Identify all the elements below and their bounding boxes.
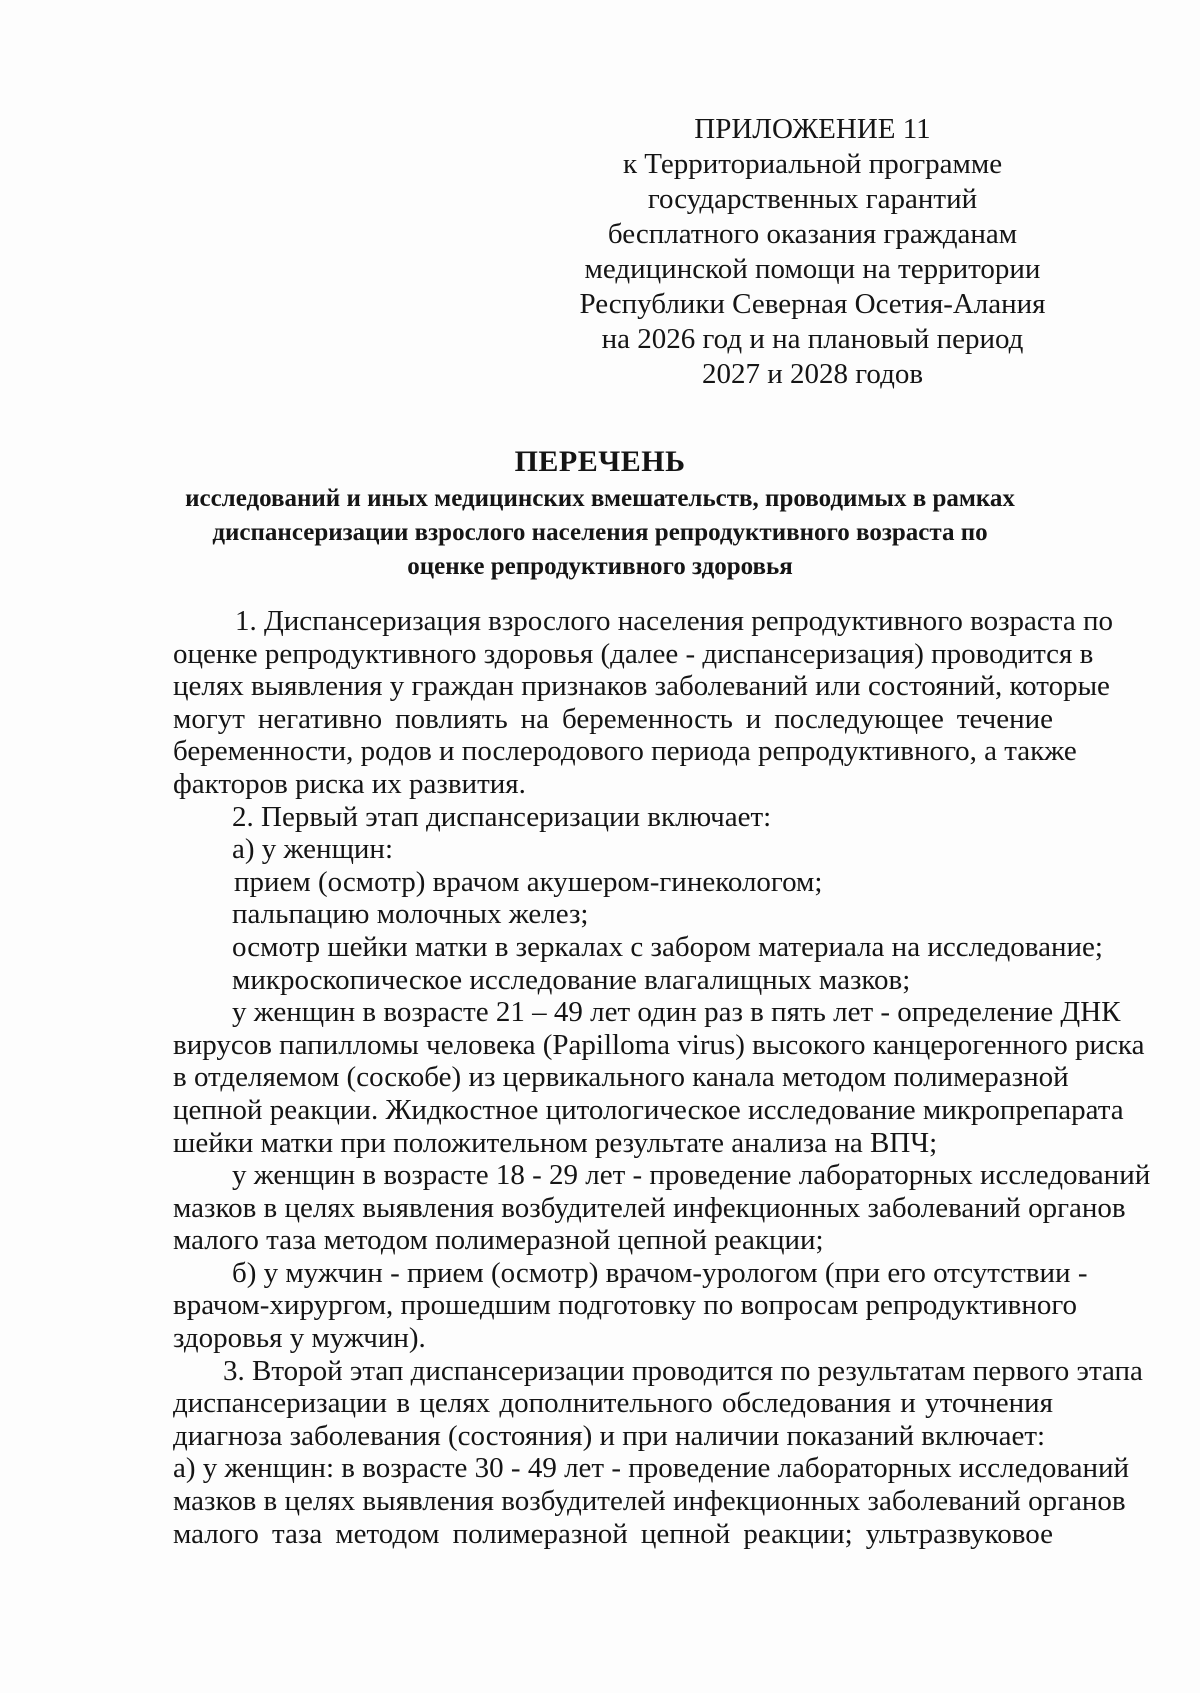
appendix-title: ПРИЛОЖЕНИЕ 11	[694, 113, 931, 145]
body-line: б) у мужчин - прием (осмотр) врачом-урологом (при его отсутствии -	[232, 1256, 1088, 1289]
body-line: цепной реакции. Жидкостное цитологическое исследование микропрепарата	[173, 1093, 1124, 1126]
body-line: вирусов папилломы человека (Papilloma virus) высокого канцерогенного риска	[173, 1028, 1145, 1061]
body-line: мазков в целях выявления возбудителей инфекционных заболеваний органов	[173, 1191, 1126, 1224]
body-line: оценке репродуктивного здоровья (далее - диспансеризация) проводится в	[173, 637, 1094, 670]
body-line: целях выявления у граждан признаков заболеваний или состояний, которые	[173, 670, 1110, 703]
appendix-line: медицинской помощи на территории	[584, 253, 1041, 285]
document-subtitle	[150, 482, 1050, 584]
body-line: у женщин в возрасте 21 – 49 лет один раз в пять лет - определение ДНК	[232, 996, 1121, 1029]
document-title-block	[150, 442, 1050, 584]
body-line: диагноза заболевания (состояния) и при наличии показаний включает:	[173, 1419, 1046, 1452]
appendix-line: к Территориальной программе	[622, 148, 1003, 180]
body-line: 1. Диспансеризация взрослого населения репродуктивного возраста по	[235, 605, 1113, 637]
body-line: у женщин в возрасте 18 - 29 лет - проведение лабораторных исследований	[232, 1159, 1151, 1192]
body-line: 3. Второй этап диспансеризации проводится по результатам первого этапа	[223, 1354, 1143, 1387]
body-line: факторов риска их развития.	[173, 767, 526, 800]
body-line: прием (осмотр) врачом акушером-гинекологом;	[234, 865, 823, 898]
body-line: микроскопическое исследование влагалищных мазков;	[232, 963, 911, 996]
body-line: а) у женщин:	[232, 833, 394, 866]
appendix-line: на 2026 год и на плановый период	[601, 323, 1024, 355]
subtitle-line: диспансеризации взрослого населения репродуктивного возраста по	[212, 519, 988, 546]
appendix-line: Республики Северная Осетия-Алания	[579, 288, 1046, 320]
body-line: могут негативно повлиять на беременность и последующее течение	[173, 702, 1053, 735]
appendix-line: бесплатного оказания гражданам	[607, 218, 1018, 250]
body-line: диспансеризации в целях дополнительного обследования и уточнения	[173, 1387, 1053, 1420]
subtitle-line: исследований и иных медицинских вмешательств, проводимых в рамках	[185, 485, 1015, 512]
appendix-line: государственных гарантий	[647, 183, 978, 215]
body-line: здоровья у мужчин).	[173, 1322, 426, 1355]
body-line: 2. Первый этап диспансеризации включает:	[232, 800, 772, 833]
body-line: мазков в целях выявления возбудителей инфекционных заболеваний органов	[173, 1485, 1126, 1518]
appendix-line: 2027 и 2028 годов	[701, 358, 924, 390]
body-line: врачом-хирургом, прошедшим подготовку по вопросам репродуктивного	[173, 1289, 1078, 1322]
body-line: пальпацию молочных желез;	[232, 898, 589, 931]
body-line: беременности, родов и послеродового периода репродуктивного, а также	[173, 735, 1077, 768]
document-body	[173, 605, 1151, 1550]
body-line: шейки матки при положительном результате анализа на ВПЧ;	[173, 1126, 938, 1159]
body-line: а) у женщин: в возрасте 30 - 49 лет - проведение лабораторных исследований	[173, 1452, 1130, 1485]
document-title: ПЕРЕЧЕНЬ	[514, 445, 686, 478]
body-line: малого таза методом полимеразной цепной реакции; ультразвуковое	[173, 1517, 1053, 1550]
body-line: осмотр шейки матки в зеркалах с забором материала на исследование;	[232, 930, 1103, 963]
appendix-header	[560, 112, 1065, 392]
subtitle-line: оценке репродуктивного здоровья	[407, 553, 793, 580]
body-line: в отделяемом (соскобе) из цервикального канала методом полимеразной	[173, 1061, 1069, 1094]
body-line: малого таза методом полимеразной цепной реакции;	[173, 1224, 824, 1257]
